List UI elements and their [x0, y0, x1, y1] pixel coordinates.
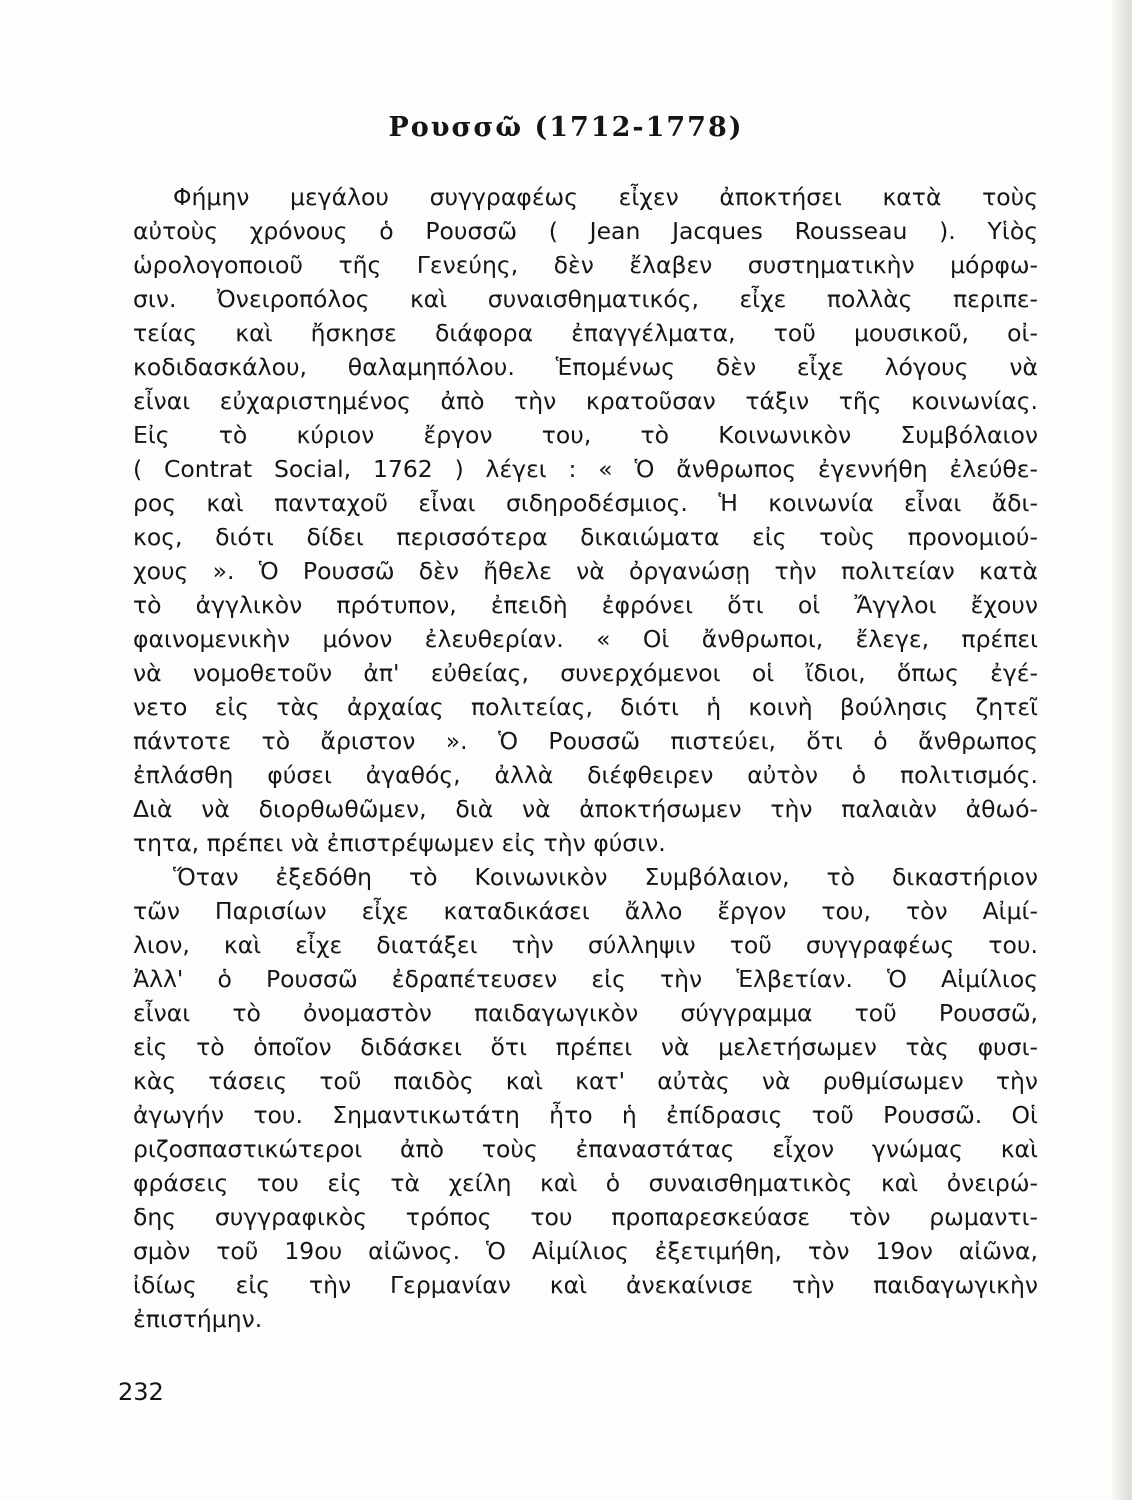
chapter-title: Ρουσσῶ (1712-1778)	[388, 112, 744, 143]
text-line: εἰς τὸ ὁποῖον διδάσκει ὅτι πρέπει νὰ μελετήσωμεν τὰς φυσι-	[133, 1033, 1038, 1061]
text-line: δης συγγραφικὸς τρόπος του προπαρεσκεύασε τὸν ρωμαντι-	[133, 1203, 1038, 1231]
text-line: φαινομενικὴν μόνον ἐλευθερίαν. « Οἱ ἄνθρωποι, ἔλεγε, πρέπει	[133, 625, 1038, 653]
text-line: ἰδίως εἰς τὴν Γερμανίαν καὶ ἀνεκαίνισε τὴν παιδαγωγικὴν	[133, 1271, 1038, 1299]
text-line: αὐτοὺς χρόνους ὁ Ρουσσῶ ( Jean Jacques Rousseau ). Υἱὸς	[133, 217, 1038, 245]
text-line: νετο εἰς τὰς ἀρχαίας πολιτείας, διότι ἡ κοινὴ βούλησις ζητεῖ	[133, 693, 1038, 721]
text-line: νὰ νομοθετοῦν ἀπ' εὐθείας, συνερχόμενοι οἱ ἴδιοι, ὅπως ἐγέ-	[133, 659, 1038, 687]
text-line: φράσεις του εἰς τὰ χείλη καὶ ὁ συναισθηματικὸς καὶ ὀνειρώ-	[133, 1169, 1038, 1197]
body-text	[133, 180, 1038, 1336]
text-line: κος, διότι δίδει περισσότερα δικαιώματα εἰς τοὺς προνομιού-	[133, 523, 1038, 551]
page-binding-edge	[1110, 0, 1132, 1500]
text-line: ρος καὶ πανταχοῦ εἶναι σιδηροδέσμιος. Ἡ κοινωνία εἶναι ἄδι-	[133, 489, 1038, 517]
text-line: ἀγωγήν του. Σημαντικωτάτη ἦτο ἡ ἐπίδρασις τοῦ Ρουσσῶ. Οἱ	[133, 1101, 1038, 1129]
text-line: εἶναι εὐχαριστημένος ἀπὸ τὴν κρατοῦσαν τάξιν τῆς κοινωνίας.	[133, 387, 1038, 415]
text-line: Φήμην μεγάλου συγγραφέως εἶχεν ἀποκτήσει κατὰ τοὺς	[173, 183, 1038, 211]
text-line: εἶναι τὸ ὀνομαστὸν παιδαγωγικὸν σύγγραμμα τοῦ Ρουσσῶ,	[133, 999, 1038, 1027]
text-line: ριζοσπαστικώτεροι ἀπὸ τοὺς ἐπαναστάτας εἶχον γνώμας καὶ	[133, 1135, 1038, 1163]
page-number: 232	[118, 1378, 164, 1406]
text-line: κοδιδασκάλου, θαλαμηπόλου. Ἑπομένως δὲν εἶχε λόγους νὰ	[133, 353, 1038, 381]
text-line: ἐπλάσθη φύσει ἀγαθός, ἀλλὰ διέφθειρεν αὐτὸν ὁ πολιτισμός.	[133, 761, 1038, 789]
text-line: Ὅταν ἐξεδόθη τὸ Κοινωνικὸν Συμβόλαιον, τὸ δικαστήριον	[173, 863, 1038, 891]
text-line: ὡρολογοποιοῦ τῆς Γενεύης, δὲν ἔλαβεν συστηματικὴν μόρφω-	[133, 251, 1038, 279]
text-line: τείας καὶ ἤσκησε διάφορα ἐπαγγέλματα, τοῦ μουσικοῦ, οἰ-	[133, 319, 1038, 347]
text-line: Ἀλλ' ὁ Ρουσσῶ ἐδραπέτευσεν εἰς τὴν Ἑλβετίαν. Ὁ Αἰμίλιος	[133, 965, 1038, 993]
text-line: πάντοτε τὸ ἄριστον ». Ὁ Ρουσσῶ πιστεύει, ὅτι ὁ ἄνθρωπος	[133, 727, 1038, 755]
text-line: ἐπιστήμην.	[133, 1305, 263, 1333]
text-line: κὰς τάσεις τοῦ παιδὸς καὶ κατ' αὐτὰς νὰ ρυθμίσωμεν τὴν	[133, 1067, 1038, 1095]
text-line: ( Contrat Social, 1762 ) λέγει : « Ὁ ἄνθρωπος ἐγεννήθη ἐλεύθε-	[133, 455, 1038, 483]
text-line: σιν. Ὀνειροπόλος καὶ συναισθηματικός, εἶχε πολλὰς περιπε-	[133, 285, 1038, 313]
text-line: σμὸν τοῦ 19ου αἰῶνος. Ὁ Αἰμίλιος ἐξετιμήθη, τὸν 19ον αἰῶνα,	[133, 1237, 1038, 1265]
text-line: τητα, πρέπει νὰ ἐπιστρέψωμεν εἰς τὴν φύσιν.	[133, 829, 666, 857]
text-line: λιον, καὶ εἶχε διατάξει τὴν σύλληψιν τοῦ συγγραφέως του.	[133, 931, 1038, 959]
text-line: Διὰ νὰ διορθωθῶμεν, διὰ νὰ ἀποκτήσωμεν τὴν παλαιὰν ἀθωό-	[133, 795, 1038, 823]
text-line: τῶν Παρισίων εἶχε καταδικάσει ἄλλο ἔργον του, τὸν Αἰμί-	[133, 897, 1038, 925]
text-line: Εἰς τὸ κύριον ἔργον του, τὸ Κοινωνικὸν Συμβόλαιον	[133, 421, 1038, 449]
text-line: χους ». Ὁ Ρουσσῶ δὲν ἤθελε νὰ ὀργανώσῃ τὴν πολιτείαν κατὰ	[133, 557, 1038, 585]
text-line: τὸ ἀγγλικὸν πρότυπον, ἐπειδὴ ἐφρόνει ὅτι οἱ Ἄγγλοι ἔχουν	[133, 591, 1038, 619]
